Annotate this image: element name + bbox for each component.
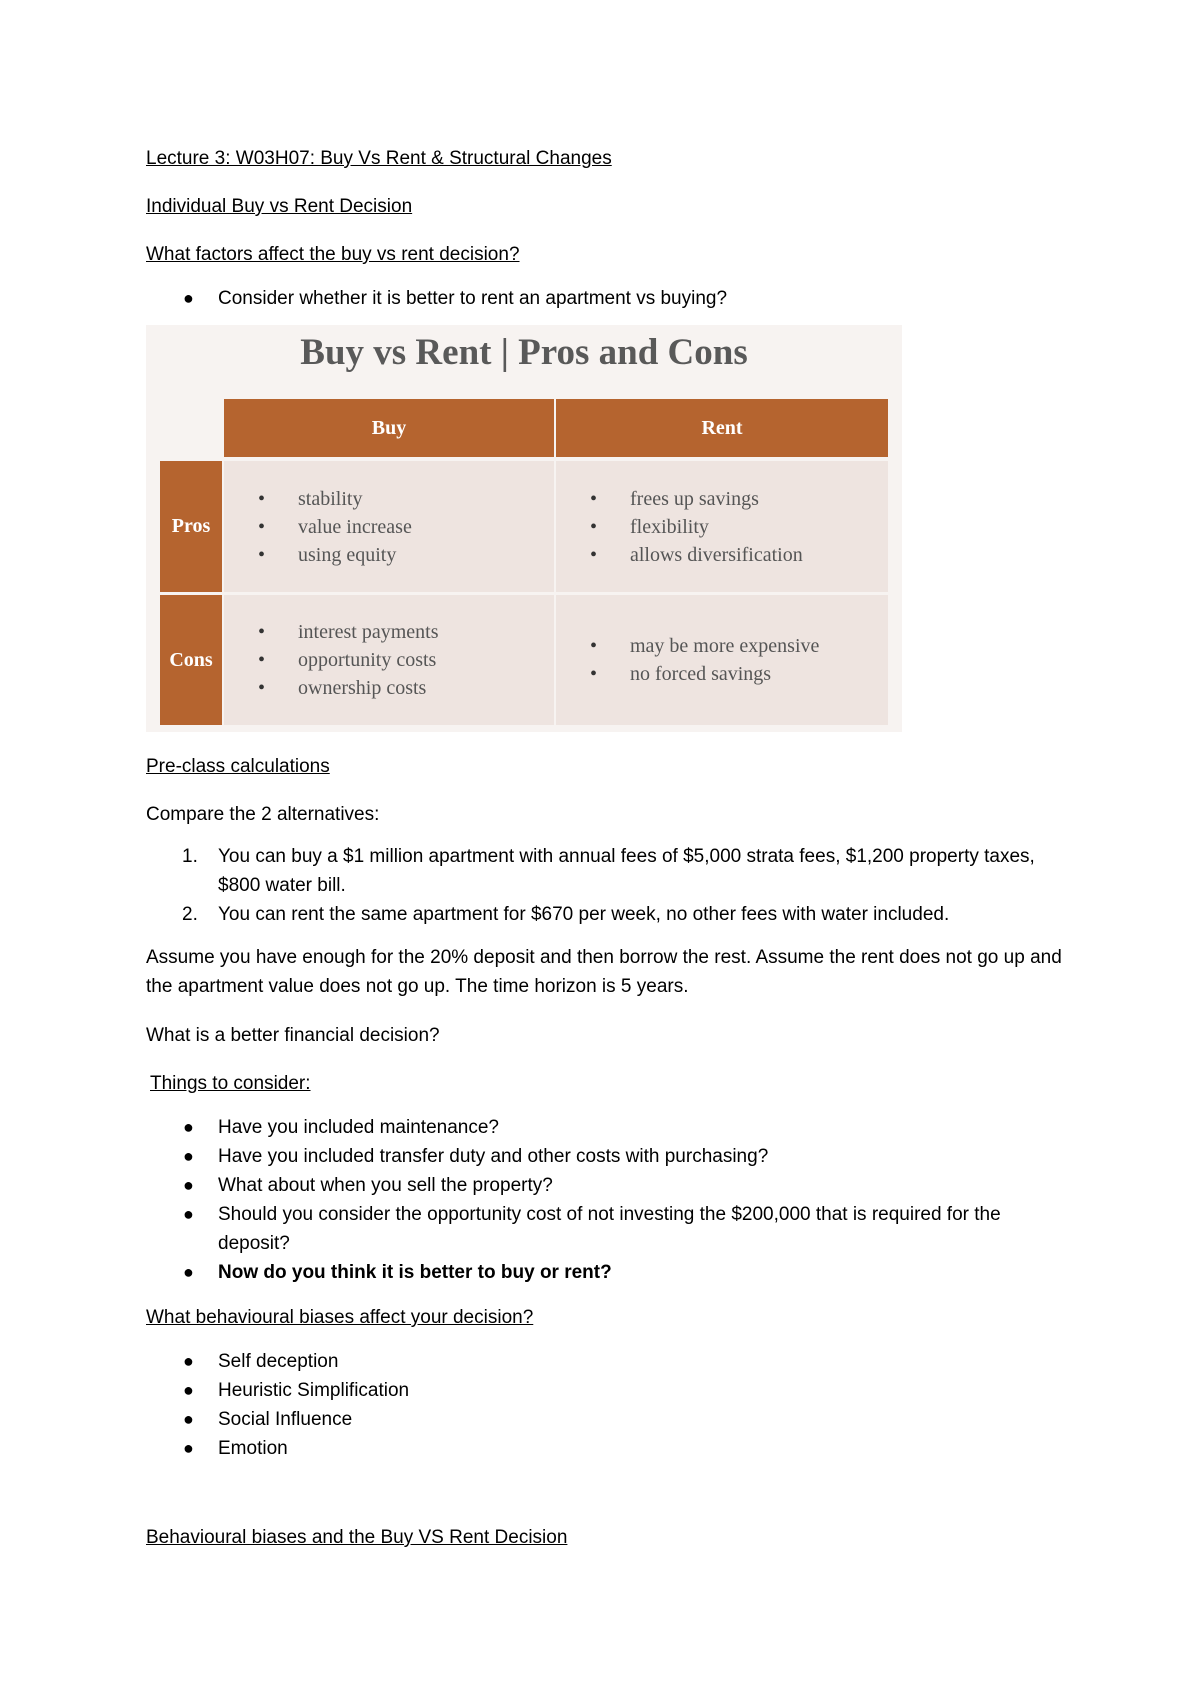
list-item: • no forced savings xyxy=(590,660,888,688)
list-item: ● Have you included maintenance? xyxy=(146,1113,1066,1142)
bullet-icon: ● xyxy=(183,1146,194,1166)
biases-list xyxy=(146,1347,1066,1463)
row-header-cons: Cons xyxy=(160,595,222,725)
things-to-consider-heading: Things to consider: xyxy=(150,1073,311,1094)
list-item: 1. You can buy a $1 million apartment with annual fees of $5,000 strata fees, $1,200 property taxes, $800 water bill. xyxy=(182,846,1035,896)
cons-rent-cell xyxy=(556,595,888,725)
table-title: Buy vs Rent | Pros and Cons xyxy=(300,332,748,373)
list-item: • flexibility xyxy=(590,513,888,541)
bullet-icon: ● xyxy=(183,1351,194,1371)
list-item: ● Heuristic Simplification xyxy=(146,1376,1066,1405)
list-item: ● Self deception xyxy=(146,1347,1066,1376)
subheading: Individual Buy vs Rent Decision xyxy=(146,196,413,217)
document-page xyxy=(146,146,1066,1573)
list-item: • interest payments xyxy=(258,618,554,646)
pros-cons-table-image xyxy=(146,325,902,732)
consider-list xyxy=(146,1113,1066,1287)
bullet-icon: ● xyxy=(183,1409,194,1429)
bullet-icon: ● xyxy=(183,1204,194,1224)
bullet-icon: ● xyxy=(183,288,194,308)
row-header-pros: Pros xyxy=(160,461,222,592)
biases-question: What behavioural biases affect your decision? xyxy=(146,1307,534,1328)
pros-buy-cell xyxy=(224,461,554,592)
cons-buy-cell xyxy=(224,595,554,725)
list-item: 2. You can rent the same apartment for $670 per week, no other fees with water included. xyxy=(182,904,950,925)
question-factors: What factors affect the buy vs rent decision? xyxy=(146,244,520,265)
list-item: ● Consider whether it is better to rent an apartment vs buying? xyxy=(146,284,1066,313)
list-item: • allows diversification xyxy=(590,541,888,569)
list-item: ● Should you consider the opportunity cost of not investing the $200,000 that is required for the deposit? xyxy=(146,1200,1066,1258)
factors-list xyxy=(146,284,1066,313)
list-item: ● Now do you think it is better to buy or rent? xyxy=(146,1258,1066,1287)
pros-rent-cell xyxy=(556,461,888,592)
lecture-heading: Lecture 3: W03H07: Buy Vs Rent & Structural Changes xyxy=(146,148,612,169)
header-buy: Buy xyxy=(224,399,554,457)
list-item: ● Emotion xyxy=(146,1434,1066,1463)
list-item: ● What about when you sell the property? xyxy=(146,1171,1066,1200)
bullet-icon: ● xyxy=(183,1438,194,1458)
compare-text: Compare the 2 alternatives: xyxy=(146,804,380,825)
better-decision-question: What is a better financial decision? xyxy=(146,1025,440,1046)
bullet-icon: ● xyxy=(183,1175,194,1195)
bullet-icon: ● xyxy=(183,1380,194,1400)
list-item: • using equity xyxy=(258,541,554,569)
bullet-icon: ● xyxy=(183,1262,194,1282)
assumption-text: Assume you have enough for the 20% deposit and then borrow the rest. Assume the rent does not go up and the apartment value does not go up. The time horizon is 5 years. xyxy=(146,947,1062,997)
footer-heading: Behavioural biases and the Buy VS Rent Decision xyxy=(146,1527,568,1548)
alternatives-list xyxy=(146,842,1066,929)
header-rent: Rent xyxy=(556,399,888,457)
list-item: • ownership costs xyxy=(258,674,554,702)
list-item: ● Have you included transfer duty and other costs with purchasing? xyxy=(146,1142,1066,1171)
list-item: • may be more expensive xyxy=(590,632,888,660)
list-item: ● Social Influence xyxy=(146,1405,1066,1434)
list-item: • stability xyxy=(258,485,554,513)
list-item: • frees up savings xyxy=(590,485,888,513)
preclass-heading: Pre-class calculations xyxy=(146,756,330,777)
list-item: • opportunity costs xyxy=(258,646,554,674)
list-item: • value increase xyxy=(258,513,554,541)
bullet-icon: ● xyxy=(183,1117,194,1137)
